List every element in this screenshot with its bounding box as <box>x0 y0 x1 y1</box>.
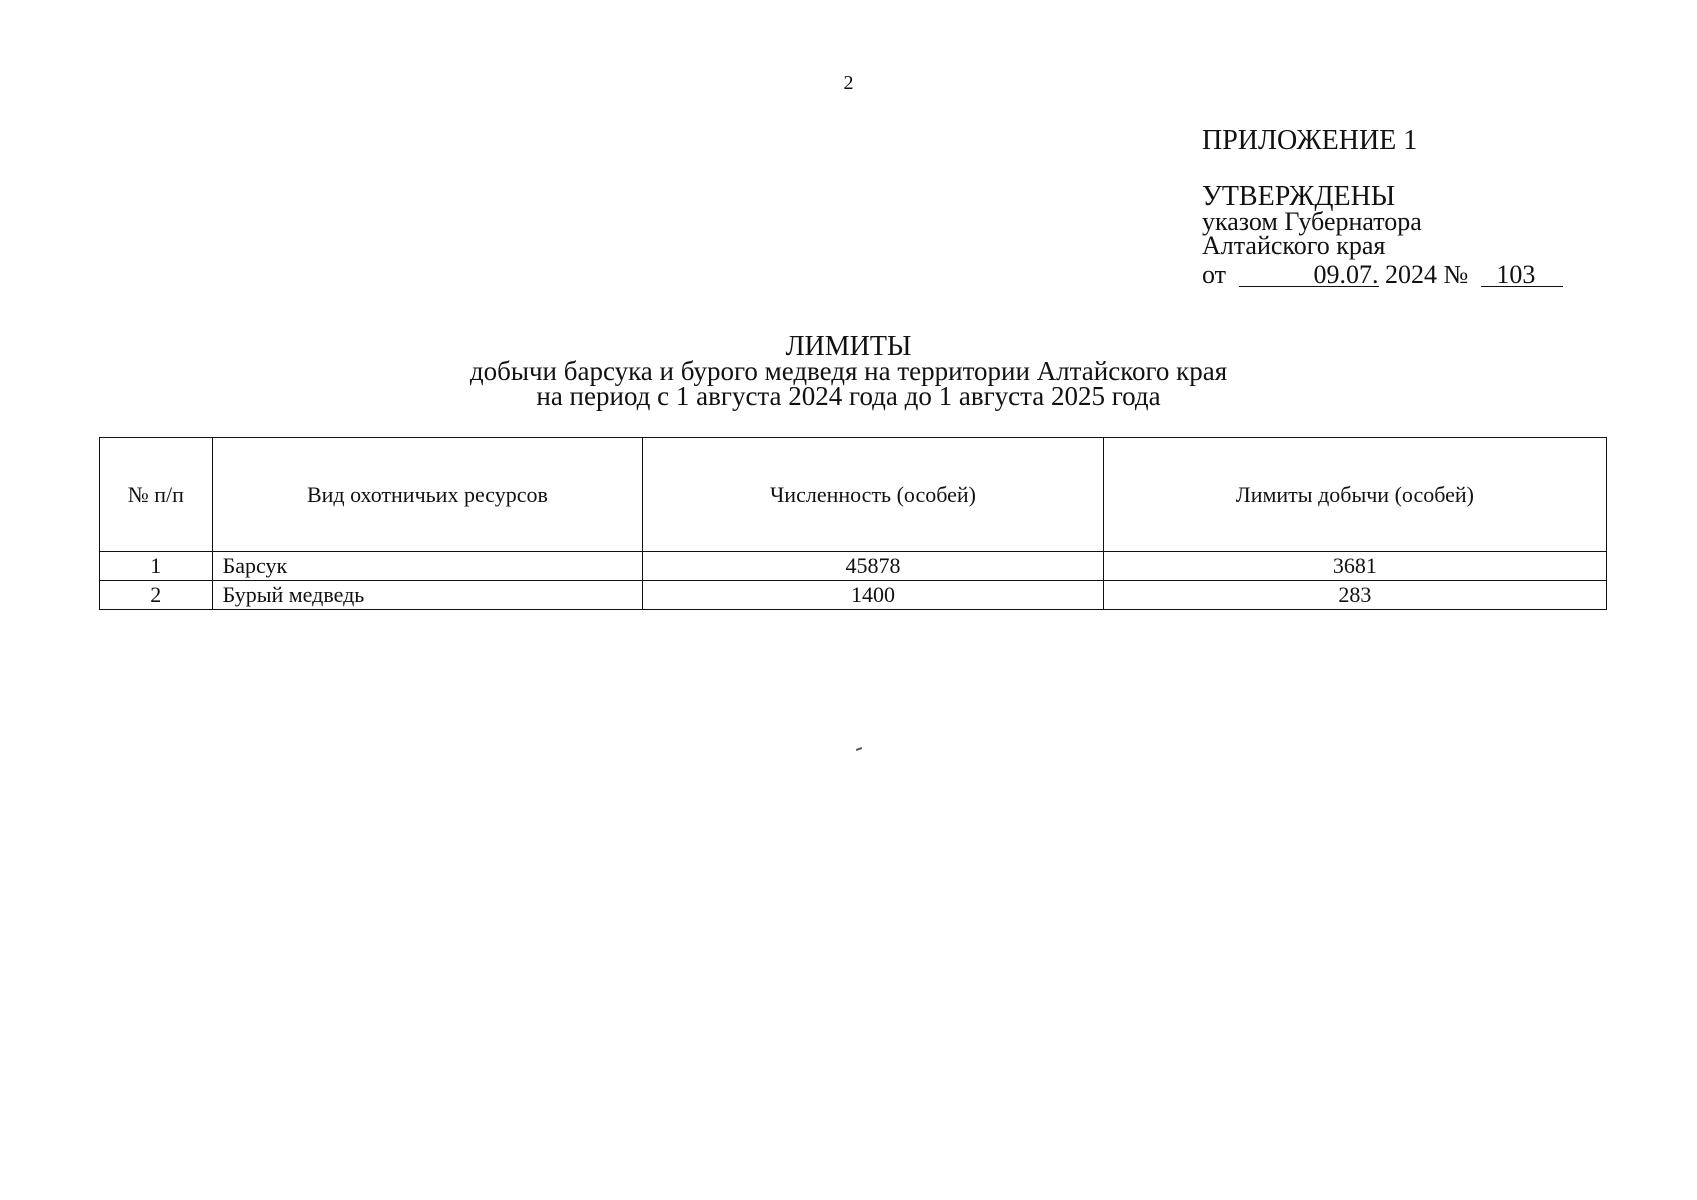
number-sign: № <box>1443 260 1469 289</box>
decree-line: указом Губернатора <box>1202 207 1422 236</box>
scan-speck <box>856 747 862 751</box>
decree-year: 2024 <box>1385 260 1438 289</box>
decree-date: 09.07. <box>1239 258 1379 287</box>
approved-label: УТВЕРЖДЕНЫ <box>1202 181 1396 212</box>
appendix-title: ПРИЛОЖЕНИЕ 1 <box>1202 125 1418 156</box>
row-population: 1400 <box>643 581 1104 610</box>
region-line: Алтайского края <box>1202 231 1386 260</box>
page-number: 2 <box>843 72 854 94</box>
decree-number: 103 <box>1481 258 1563 287</box>
row-resource-type: Барсук <box>212 552 643 581</box>
document-subtitle-line-2: на период с 1 августа 2024 года до 1 августа 2025 года <box>536 381 1161 411</box>
header-resource-type: Вид охотничьих ресурсов <box>212 438 643 552</box>
header-population: Численность (особей) <box>643 438 1104 552</box>
date-prefix: от <box>1202 260 1227 289</box>
row-resource-type: Бурый медведь <box>212 581 643 610</box>
header-harvest-limit: Лимиты добычи (особей) <box>1103 438 1606 552</box>
limits-table <box>99 437 1607 610</box>
document-heading <box>0 331 1697 411</box>
document-subtitle-line-1: добычи барсука и бурого медведя на территории Алтайского края <box>469 356 1228 386</box>
document-title: ЛИМИТЫ <box>785 331 912 362</box>
approval-block <box>1202 126 1563 288</box>
header-number: № п/п <box>100 438 213 552</box>
table-row <box>100 581 1607 610</box>
row-harvest-limit: 3681 <box>1103 552 1606 581</box>
row-population: 45878 <box>643 552 1104 581</box>
table-row <box>100 552 1607 581</box>
row-number: 1 <box>100 552 213 581</box>
decree-date-line <box>1202 258 1563 288</box>
table-header-row <box>100 438 1607 552</box>
row-number: 2 <box>100 581 213 610</box>
row-harvest-limit: 283 <box>1103 581 1606 610</box>
